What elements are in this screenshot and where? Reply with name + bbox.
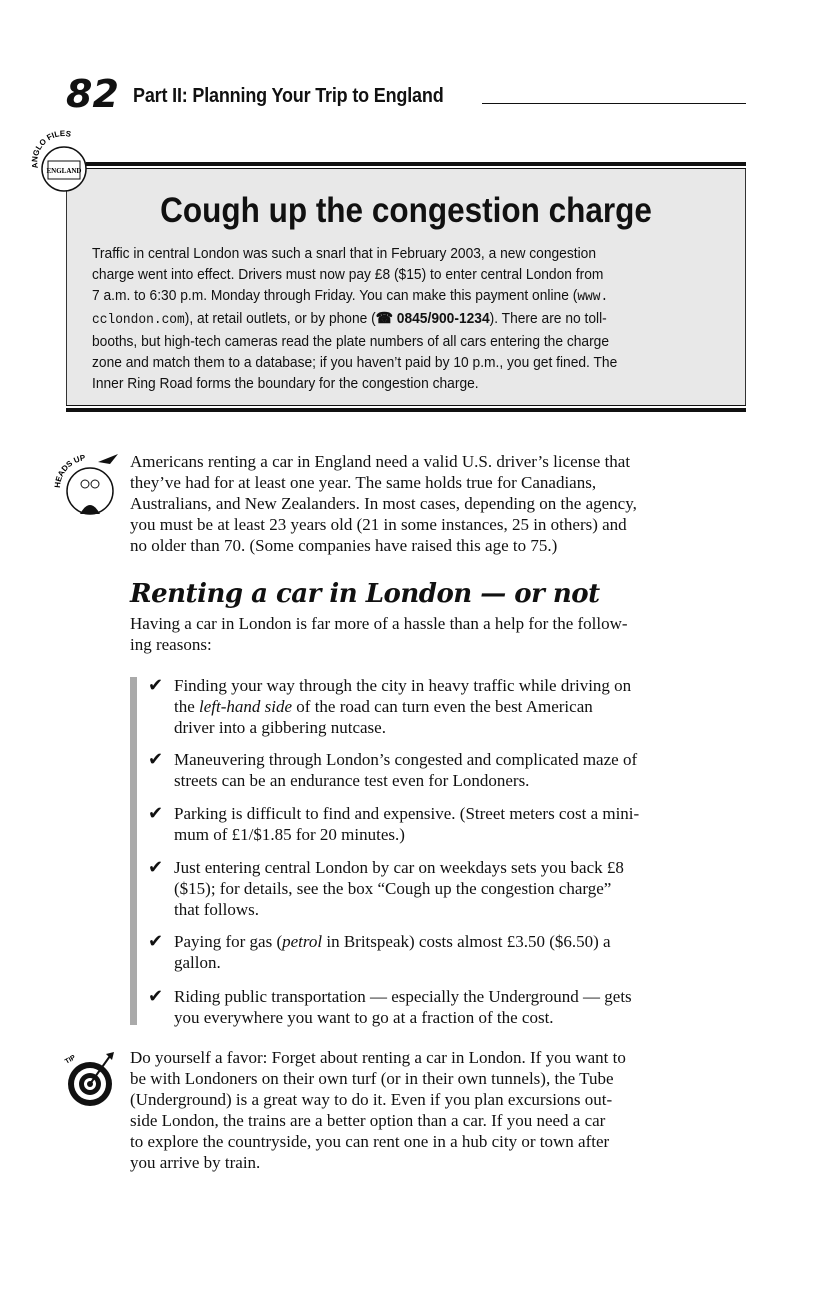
- check-bullet-icon: ✔: [148, 931, 164, 952]
- check-bullet-icon: ✔: [148, 675, 164, 696]
- intro-paragraph: Having a car in London is far more of a hassle than a help for the follow- ing reasons:: [130, 614, 628, 654]
- list-sidebar-bar: [130, 677, 137, 1025]
- heads-up-paragraph: Americans renting a car in England need a valid U.S. driver’s license that they’ve had for at least one year. The same holds true for Canadians, Australians, and New Zealanders. In most cases, depending on the agency, you must be at least 23 years old (21 in some instances, 25 in others) and no older than 70. (Some companies have raised this age to 75.): [130, 452, 637, 555]
- svg-text:TIP: TIP: [64, 1054, 77, 1066]
- url[interactable]: www.: [577, 289, 609, 305]
- section-heading: Renting a car in London — or not: [130, 579, 600, 609]
- check-bullet-icon: ✔: [148, 857, 164, 878]
- phone-number: ☎ 0845/900-1234: [375, 310, 490, 327]
- running-head: Part II: Planning Your Trip to England: [133, 85, 444, 107]
- tip-target-icon: [62, 1050, 122, 1110]
- svg-text:ANGLO FILES: ANGLO FILES: [30, 129, 72, 169]
- anglo-files-icon-label: ENGLAND: [46, 167, 82, 175]
- check-bullet-icon: ✔: [148, 986, 164, 1007]
- url-cont[interactable]: cclondon.com: [92, 312, 185, 328]
- book-page: 82 Part II: Planning Your Trip to England ANGLO FILES ENGLAND Cough up the congestion charge Traffic in central London was such a snarl that in February 2003, a new congestion charge went into effect. Drivers must now pay £8 ($15) to enter central London from 7 a.m. to 6:30 p.m. Monday through Friday. You can make this payment online (www. cclondon.com), at retail outlets, or by phone (☎ 0845/900-1234). There are no toll- booths, but high-tech cameras read the plate numbers of all cars entering the charge zone and match them to a database; if you haven’t paid by 10 p.m., you get fined. The Inner Ring Road forms the boundary for the congestion charge. HEADS UP Americans renting a car in England need a valid U.S. driver’s license that they’ve had for at least one year. The same holds true for Canadians, Australians, and New Zealanders. In most cases, depending on the agency, you must be at least 23 years old (21 in some instances, 25 in others) and no older than 70. (Some companies have raised this age to 75.) Renting a car in London — or not Having a car in London is far more of a hassle than a help for the follow- ing reasons: ✔ Finding your way through the city in heavy traffic while driving on the left-hand side of the road can turn even the best American driver into a gibbering nutcase. ✔ Maneuvering through London’s congested and complicated maze of streets can be an endurance test even for Londoners. ✔ Parking is difficult to find and expensive. (Street meters cost a mini- mum of £1/$1.85 for 20 minutes.) ✔ Just entering central London by car on weekdays sets you back £8 ($15); for details, see the box “Cough up the congestion charge” that follows. ✔ Paying for gas (petrol in Britspeak) costs almost £3.50 ($6.50) a gallon. ✔ Riding public transportation — especially the Underground — gets you everywhere you want to go at a fraction of the cost. TIP Do yourself a favor: Forget about renting a car in London. If you want to be with Londoners on their own turf (or in their own tunnels), the Tube (Underground) is a great way to do it. Even if you plan excursions out- side London, the trains are a better option than a car. If you need a car to explore the countryside, you can rent one in a hub city or town after you arrive by train.: [0, 0, 836, 1292]
- sidebar-title: Cough up the congestion charge: [160, 191, 652, 230]
- svg-text:HEADS UP: HEADS UP: [52, 453, 87, 489]
- sidebar-body: Traffic in central London was such a snarl that in February 2003, a new congestion charge went into effect. Drivers must now pay £8 ($15) to enter central London from 7 a.m. to 6:30 p.m. Monday through Friday. You can make this payment online (www. cclondon.com), at retail outlets, or by phone (☎ 0845/900-1234). There are no toll- booths, but high-tech cameras read the plate numbers of all cars entering the charge zone and match them to a database; if you haven’t paid by 10 p.m., you get fined. The Inner Ring Road forms the boundary for the congestion charge.: [92, 245, 618, 392]
- header-rule: [482, 103, 746, 104]
- page-number: 82: [66, 72, 119, 116]
- check-bullet-icon: ✔: [148, 803, 164, 824]
- tip-paragraph: Do yourself a favor: Forget about renting a car in London. If you want to be with Londoners on their own turf (or in their own tunnels), the Tube (Underground) is a great way to do it. Even if you plan excursions out- side London, the trains are a better option than a car. If you need a car to explore the countryside, you can rent one in a hub city or town after you arrive by train.: [130, 1048, 626, 1172]
- anglo-files-icon: [26, 128, 96, 194]
- heads-up-icon: [52, 452, 122, 522]
- sidebar-box: [66, 162, 746, 412]
- check-bullet-icon: ✔: [148, 749, 164, 770]
